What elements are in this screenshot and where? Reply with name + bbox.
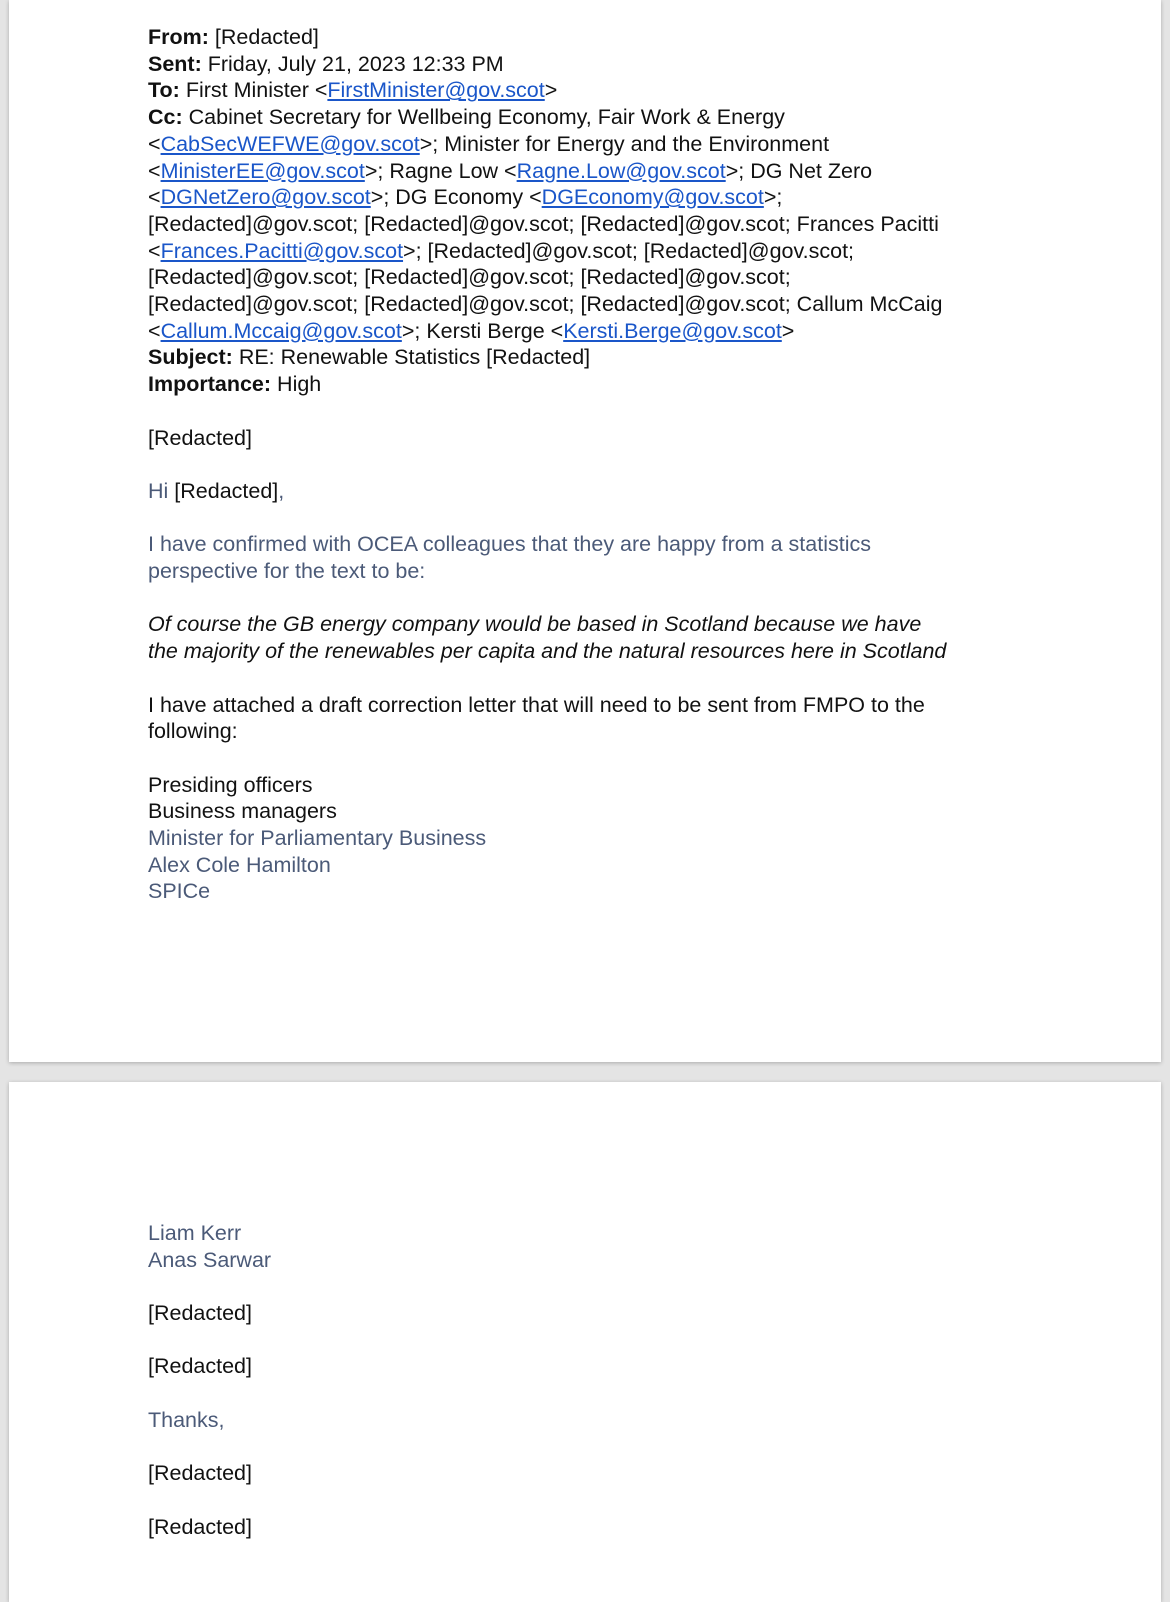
greeting [148,478,1141,505]
cc-email-link[interactable]: Frances.Pacitti@gov.scot [160,238,404,263]
confirm-paragraph-line-1: I have confirmed with OCEA colleagues that they are happy from a statistics [148,532,871,557]
spacer [148,585,1141,612]
recipient-item: Minister for Parliamentary Business [148,826,487,850]
cc-line-1 [148,104,1141,131]
spacer [148,745,1141,772]
cc-text: < [148,238,161,263]
spacer [148,1327,1141,1354]
email-content [148,24,1141,905]
cc-label: Cc: [148,105,183,130]
to-name: First Minister < [185,78,328,103]
document-page-2 [9,1082,1161,1602]
cc-text: >; DG Net Zero [725,158,873,183]
greeting-hi: Hi [148,478,175,503]
cc-text: < [148,318,161,343]
spacer [148,665,1141,692]
sent-value: Friday, July 21, 2023 12:33 PM [207,51,504,76]
cc-email-link[interactable]: DGNetZero@gov.scot [160,185,371,210]
recipient-item: Anas Sarwar [148,1247,272,1272]
recipient-item: Alex Cole Hamilton [148,852,331,877]
importance-value: High [277,372,322,397]
recipient-item: Business managers [148,799,337,824]
subject-value: RE: Renewable Statistics [Redacted] [238,345,591,370]
spacer [148,505,1141,532]
from-label: From: [148,25,209,49]
cc-text: < [148,131,161,156]
attached-paragraph-line-2: following: [148,719,238,744]
from-value: [Redacted] [214,25,319,49]
cc-line-5: [Redacted]@gov.scot; [Redacted]@gov.scot; [Redacted]@gov.scot; Frances Pacitti [148,211,939,236]
cc-line-2 [148,131,1141,158]
spacer [148,1380,1141,1407]
cc-text: >; Kersti Berge < [401,318,564,343]
spacer [148,1434,1141,1461]
redacted-paragraph: [Redacted] [148,1354,252,1379]
subject-label: Subject: [148,345,233,370]
cc-line-9 [148,318,1141,345]
cc-text: >; DG Economy < [370,185,542,210]
quote-line-2: the majority of the renewables per capita and the natural resources here in Scotland [148,639,947,664]
cc-email-link[interactable]: MinisterEE@gov.scot [160,158,365,183]
importance-label: Importance: [148,372,272,397]
redacted-paragraph: [Redacted] [148,1301,252,1326]
redacted-paragraph: [Redacted] [148,425,252,450]
from-line [148,24,1141,51]
cc-text: >; [763,185,783,210]
greeting-name: [Redacted] [174,478,279,503]
to-email-link[interactable]: FirstMinister@gov.scot [327,78,545,103]
recipient-item: Liam Kerr [148,1221,242,1245]
cc-email-link[interactable]: Callum.Mccaig@gov.scot [160,318,402,343]
cc-line-4 [148,184,1141,211]
cc-text: < [148,185,161,210]
subject-line [148,344,1141,371]
sent-label: Sent: [148,51,202,76]
cc-line-6 [148,238,1141,265]
spacer [148,1273,1141,1300]
sent-line [148,51,1141,78]
cc-email-link[interactable]: CabSecWEFWE@gov.scot [160,131,420,156]
recipient-item: Presiding officers [148,772,313,797]
confirm-paragraph-line-2: perspective for the text to be: [148,559,426,584]
cc-text: > [781,318,795,343]
greeting-comma: , [278,478,285,503]
recipient-item: SPICe [148,879,211,904]
redacted-paragraph: [Redacted] [148,1461,252,1486]
email-content-continued [148,1220,1141,1540]
cc-line-3 [148,158,1141,185]
cc-email-link[interactable]: Kersti.Berge@gov.scot [563,318,782,343]
cc-text: < [148,158,161,183]
redacted-paragraph: [Redacted] [148,1514,252,1539]
importance-line [148,371,1141,398]
document-page-1 [9,0,1161,1062]
cc-email-link[interactable]: DGEconomy@gov.scot [541,185,764,210]
cc-text: >; Ragne Low < [364,158,517,183]
sign-off: Thanks, [148,1407,225,1432]
cc-text: >; [Redacted]@gov.scot; [Redacted]@gov.scot; [403,238,855,263]
cc-line-7: [Redacted]@gov.scot; [Redacted]@gov.scot; [Redacted]@gov.scot; [148,265,791,290]
to-end: > [544,78,558,103]
spacer [148,1487,1141,1514]
spacer [148,451,1141,478]
to-label: To: [148,78,180,103]
quote-line-1: Of course the GB energy company would be based in Scotland because we have [148,612,922,637]
cc-text: Cabinet Secretary for Wellbeing Economy, Fair Work & Energy [188,105,785,130]
spacer [148,398,1141,425]
cc-line-8: [Redacted]@gov.scot; [Redacted]@gov.scot; [Redacted]@gov.scot; Callum McCaig [148,292,943,317]
cc-email-link[interactable]: Ragne.Low@gov.scot [516,158,726,183]
cc-text: >; Minister for Energy and the Environment [419,131,830,156]
attached-paragraph-line-1: I have attached a draft correction letter that will need to be sent from FMPO to the [148,692,925,717]
to-line [148,77,1141,104]
